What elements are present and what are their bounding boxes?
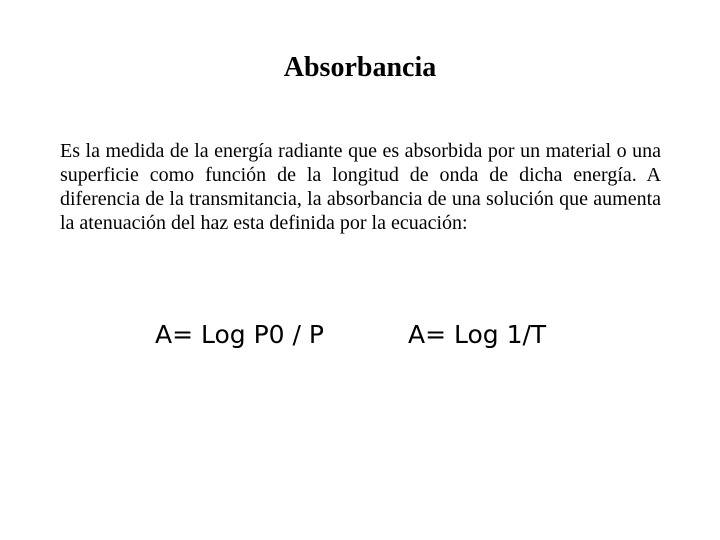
slide-title: Absorbancia xyxy=(283,52,437,83)
formula-absorbance-power: A= Log P0 / P xyxy=(155,320,324,349)
formula-absorbance-transmittance: A= Log 1/T xyxy=(408,320,547,349)
definition-paragraph: Es la medida de la energía radiante que es absorbida por un material o una superficie como función de la longitud de onda de dicha energía. A diferencia de la transmitancia, la absorbancia de una solución que aumenta la atenuación del haz esta definida por la ecuación: xyxy=(60,140,661,234)
